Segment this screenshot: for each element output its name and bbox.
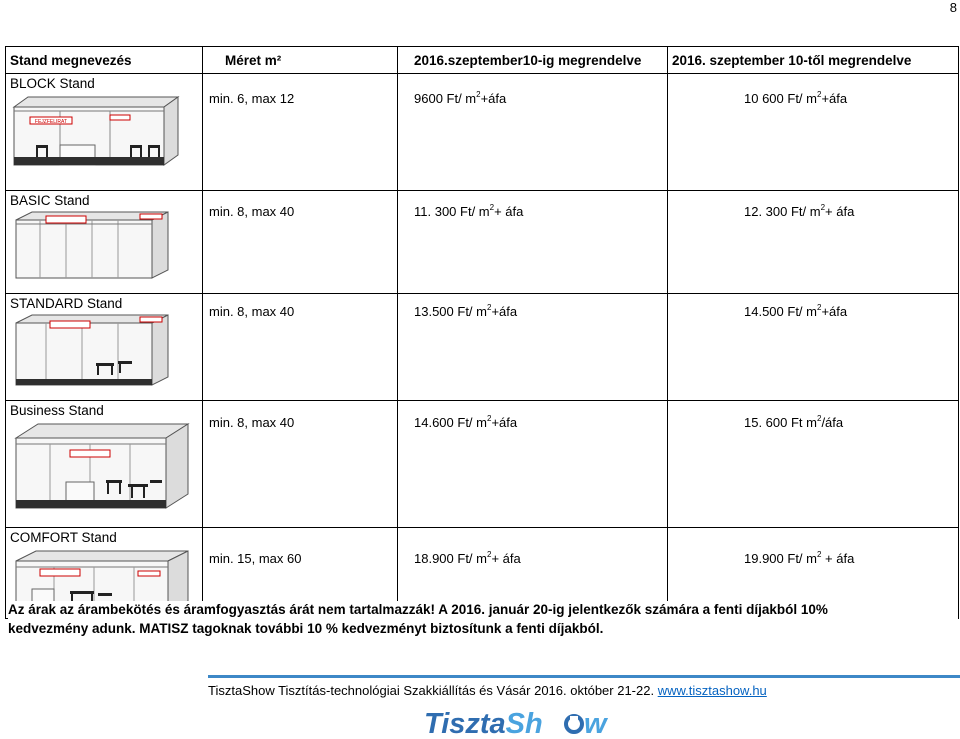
page-number: 8 — [949, 0, 957, 15]
table-header-row — [6, 47, 959, 74]
stand-cell — [6, 401, 203, 528]
price-from-value: 19.900 Ft/ $m^2$ + áfa — [744, 550, 855, 566]
size-cell — [203, 294, 398, 401]
size-value: min. 8, max 40 — [209, 415, 295, 430]
price-until-cell — [398, 294, 668, 401]
size-value: min. 8, max 40 — [209, 304, 295, 319]
size-value: min. 8, max 40 — [209, 204, 295, 219]
price-from-cell — [668, 191, 959, 294]
footer-text — [208, 683, 767, 698]
table-row — [6, 401, 959, 528]
standard-stand-illustration — [10, 313, 170, 387]
price-from-value: 12. 300 Ft/ $m^2+$ áfa — [744, 203, 855, 219]
svg-text:w: w — [584, 708, 607, 739]
logo-o-icon — [566, 716, 582, 732]
table-row — [6, 74, 959, 191]
tisztashow-logo — [424, 705, 624, 739]
stand-cell — [6, 294, 203, 401]
basic-stand-illustration — [10, 210, 170, 280]
table-row — [6, 191, 959, 294]
price-until-cell — [398, 74, 668, 191]
size-cell — [203, 191, 398, 294]
price-from-cell — [668, 401, 959, 528]
size-value: min. 6, max 12 — [209, 91, 295, 106]
stand-name: COMFORT Stand — [10, 530, 117, 545]
header-price-from: 2016. szeptember 10-től megrendelve — [668, 47, 959, 74]
size-value: min. 15, max 60 — [209, 551, 302, 566]
header-price-until: 2016.szeptember10-ig megrendelve — [398, 47, 668, 74]
footer-website-link[interactable]: www.tisztashow.hu — [657, 683, 767, 698]
price-notes — [8, 601, 958, 638]
footer-event-text: TisztaShow Tisztítás-technológiai Szakkiállítás és Vásár 2016. október 21-22. — [208, 683, 658, 698]
price-until-value: 11. 300 Ft/ $m^2+$ áfa — [414, 203, 524, 219]
stand-name: STANDARD Stand — [10, 296, 123, 311]
price-table — [5, 46, 959, 619]
price-until-cell — [398, 401, 668, 528]
price-until-value: 13.500 Ft/ $m^2+áfa$ — [414, 303, 518, 319]
header-size: Méret m² — [203, 47, 398, 74]
price-from-cell — [668, 294, 959, 401]
price-from-value: 14.500 Ft/ $m^2+áfa$ — [744, 303, 848, 319]
size-cell — [203, 401, 398, 528]
stand-name: Business Stand — [10, 403, 104, 418]
price-from-value: 10 600 Ft/ $m^2+áfa$ — [744, 90, 848, 106]
notes-line-2: kedvezmény adunk. MATISZ tagoknak további 10 % kedvezményt biztosítunk a fenti díjakból. — [8, 620, 604, 636]
business-stand-illustration — [10, 420, 190, 512]
price-until-value: 14.600 Ft/ $m^2+áfa$ — [414, 414, 518, 430]
stand-name: BASIC Stand — [10, 193, 90, 208]
price-until-value: 9600 Ft/ $m^2+áfa$ — [414, 90, 507, 106]
price-until-cell — [398, 191, 668, 294]
stand-sign-text: FEJZFELIRAT — [34, 119, 68, 125]
header-stand-name: Stand megnevezés — [6, 47, 203, 74]
stand-name: BLOCK Stand — [10, 76, 95, 91]
size-cell — [203, 74, 398, 191]
price-until-value: 18.900 Ft/ $m^2+$ áfa — [414, 550, 521, 566]
stand-cell — [6, 191, 203, 294]
notes-line-1: Az árak az árambekötés és áramfogyasztás árát nem tartalmazzák! A 2016. január 20-ig jelentkezők számára a fenti díjakból 10% — [8, 602, 828, 617]
price-from-value: 15. 600 Ft $m^2$/áfa — [744, 414, 844, 430]
stand-cell — [6, 74, 203, 191]
block-stand-illustration — [10, 93, 180, 167]
footer-divider — [208, 675, 960, 678]
svg-text:TisztaSh: TisztaSh — [424, 708, 543, 739]
price-from-cell — [668, 74, 959, 191]
table-row — [6, 294, 959, 401]
